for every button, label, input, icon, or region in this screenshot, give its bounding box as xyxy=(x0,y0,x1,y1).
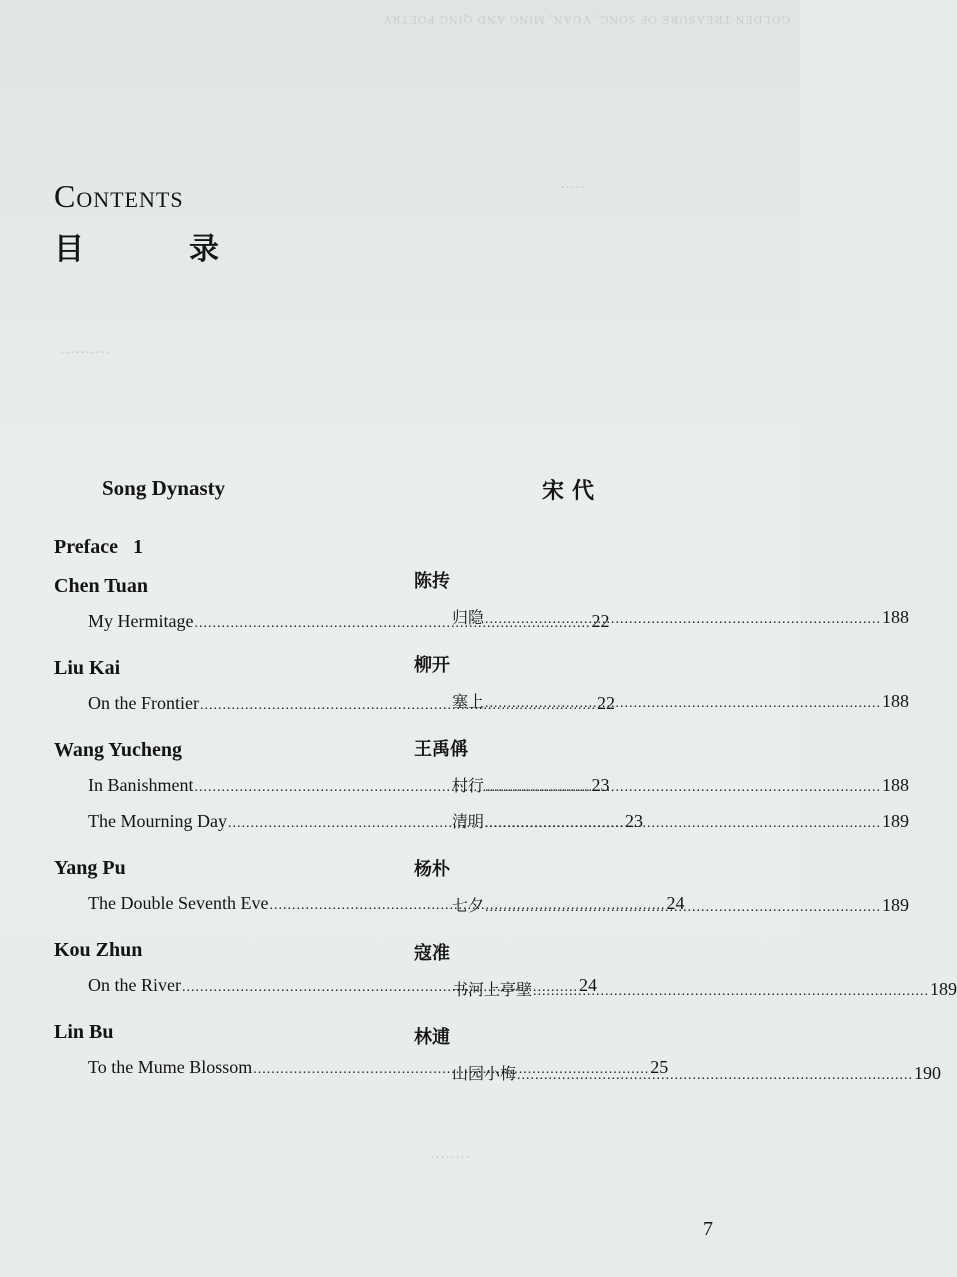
toc-entry-cn[interactable] xyxy=(414,1058,942,1088)
toc-poet-group-cn xyxy=(414,940,957,1004)
toc-entry-title: On the River xyxy=(88,975,181,995)
toc-poet-name-cn: 柳开 xyxy=(414,655,450,676)
toc-entry-title-cn: 七夕 xyxy=(452,896,485,915)
toc-poet-name: Yang Pu xyxy=(54,857,126,879)
toc-entry-title-cn: 清明 xyxy=(452,812,485,831)
toc-poet-name-cn: 王禹偁 xyxy=(414,739,468,760)
toc-entry-title: My Hermitage xyxy=(88,611,194,631)
page-number: 7 xyxy=(703,1218,713,1240)
toc-entry-page-cn: 189 xyxy=(882,811,910,831)
toc-entry-cn[interactable] xyxy=(414,602,910,632)
chinese-toc-column xyxy=(414,568,957,1108)
contents-title-cn: 目录 xyxy=(54,232,324,267)
toc-poet-group-cn xyxy=(414,856,910,920)
toc-entry-title-cn: 书河上亭壁 xyxy=(452,980,533,999)
toc-entry-cn[interactable] xyxy=(414,890,910,920)
running-head-bleed-through: GOLDEN TREASURE OF SONG, YUAN, MING AND QING POETRY xyxy=(382,13,790,27)
bleed-through-mark: ·········· xyxy=(60,345,110,361)
toc-entry-page: 23 xyxy=(591,775,610,795)
dot-leader xyxy=(485,809,881,839)
toc-entry-cn[interactable] xyxy=(414,770,910,800)
dot-leader xyxy=(533,977,929,1007)
toc-poet-name-cn: 寇准 xyxy=(414,943,450,964)
toc-entry-page: 22 xyxy=(596,693,615,713)
toc-poet-name-cn: 林逋 xyxy=(414,1027,450,1048)
dot-leader xyxy=(485,605,881,635)
toc-entry-page: 24 xyxy=(666,893,685,913)
toc-poet-name: Liu Kai xyxy=(54,657,121,679)
toc-entry-title-cn: 山园小梅 xyxy=(452,1064,517,1083)
toc-poet-name-cn: 杨朴 xyxy=(414,859,450,880)
contents-title: Contents xyxy=(54,178,184,214)
section-heading-en: Song Dynasty xyxy=(102,476,226,500)
toc-entry-page-cn: 189 xyxy=(930,979,957,999)
toc-poet-name: Chen Tuan xyxy=(54,575,148,597)
dot-leader xyxy=(517,1061,913,1091)
section-heading-cn: 宋代 xyxy=(542,479,603,504)
toc-poet-group-cn xyxy=(414,1024,942,1088)
toc-entry-title: To the Mume Blossom xyxy=(88,1057,253,1077)
toc-entry-title-cn: 村行 xyxy=(452,776,485,795)
toc-poet-name-cn: 陈抟 xyxy=(414,571,450,592)
toc-entry-cn[interactable] xyxy=(414,806,910,836)
bleed-through-mark: ····· xyxy=(560,180,585,196)
dot-leader xyxy=(485,773,881,803)
toc-poet-name: Wang Yucheng xyxy=(54,739,183,761)
toc-entry-page: 23 xyxy=(624,811,643,831)
toc-entry-page-cn: 188 xyxy=(882,775,910,795)
toc-entry-title-cn: 归隐 xyxy=(452,608,485,627)
toc-entry-page: 25 xyxy=(650,1057,669,1077)
toc-entry-page: 24 xyxy=(578,975,597,995)
toc-poet-group-cn xyxy=(414,736,910,836)
preface-label: Preface xyxy=(54,536,119,558)
dot-leader xyxy=(485,893,881,923)
bleed-through-mark: ········ xyxy=(430,1150,470,1166)
toc-poet-group-cn xyxy=(414,652,910,716)
preface-entry[interactable] xyxy=(54,536,354,564)
toc-entry-cn[interactable] xyxy=(414,686,910,716)
toc-entry-title: On the Frontier xyxy=(88,693,199,713)
toc-entry-cn[interactable] xyxy=(414,974,957,1004)
toc-entry-page-cn: 188 xyxy=(882,691,910,711)
dot-leader xyxy=(485,689,881,719)
toc-poet-name: Lin Bu xyxy=(54,1021,114,1043)
toc-entry-title: In Banishment xyxy=(88,775,194,795)
toc-entry-page-cn: 188 xyxy=(882,607,910,627)
toc-poet-name: Kou Zhun xyxy=(54,939,143,961)
toc-entry-title: The Double Seventh Eve xyxy=(88,893,269,913)
toc-entry-title-cn: 塞上 xyxy=(452,692,485,711)
toc-entry-page: 22 xyxy=(591,611,610,631)
toc-poet-group-cn xyxy=(414,568,910,632)
toc-entry-page-cn: 189 xyxy=(882,895,910,915)
toc-entry-title: The Mourning Day xyxy=(88,811,227,831)
preface-page: 1 xyxy=(133,536,144,558)
toc-entry-page-cn: 190 xyxy=(914,1063,942,1083)
